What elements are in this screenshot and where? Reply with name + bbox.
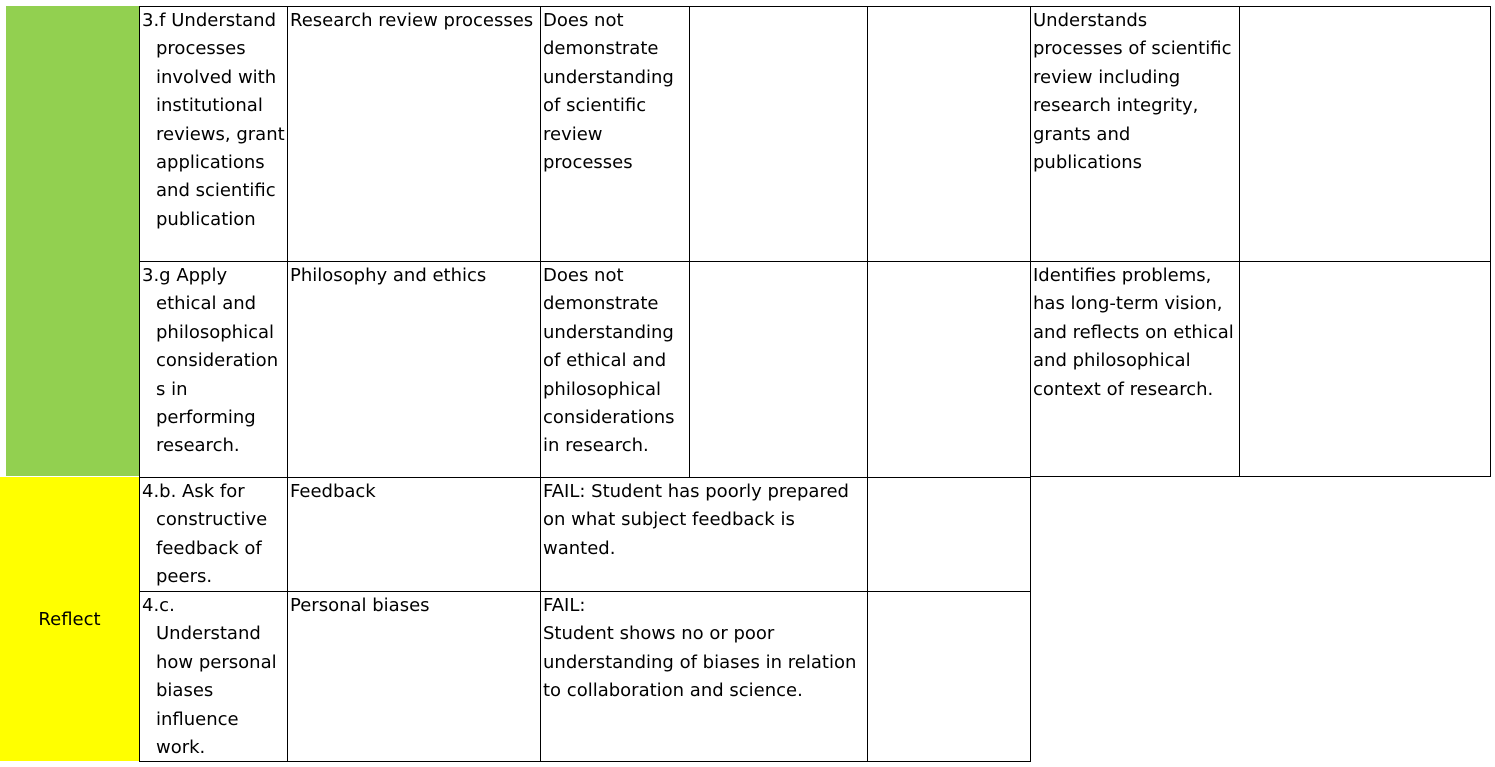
table-cell-empty <box>867 261 1031 478</box>
section-label-reflect: Reflect <box>38 609 101 630</box>
table-cell-topic: Philosophy and ethics <box>287 261 541 478</box>
fail-label: FAIL: <box>543 595 586 616</box>
table-cell-empty <box>867 591 1031 762</box>
table-cell-fail: Does not demonstrate understanding of ethical and philosophical considerations in research. <box>540 261 690 478</box>
table-cell-outcome: 3.f Understand processes involved with institutional reviews, grant applications and scientific publication <box>139 6 288 262</box>
table-cell-empty <box>689 6 868 262</box>
table-cell-outcome: 4.b. Ask for constructive feedback of peers. <box>139 477 288 592</box>
fail-text: Student shows no or poor understanding of biases in relation to collaboration and science. <box>543 623 857 702</box>
table-cell-empty <box>867 477 1031 592</box>
table-cell-empty <box>1239 6 1491 262</box>
table-cell-excellent: Identifies problems, has long-term vision, and reflects on ethical and philosophical context of research. <box>1030 261 1240 477</box>
table-cell-outcome: 4.c. Understand how personal biases influence work. <box>139 591 288 762</box>
table-cell-topic: Feedback <box>287 477 541 592</box>
table-cell-empty <box>867 6 1031 262</box>
section-band-green <box>6 6 139 476</box>
table-cell-outcome: 3.g Apply ethical and philosophical consideration s in performing research. <box>139 261 288 478</box>
table-cell-empty <box>689 261 868 478</box>
table-cell-empty <box>1239 261 1491 477</box>
table-cell-topic: Research review processes <box>287 6 541 262</box>
table-cell-fail: Does not demonstrate understanding of scientific review processes <box>540 6 690 262</box>
table-cell-fail: FAIL: Student has poorly prepared on what subject feedback is wanted. <box>540 477 868 592</box>
table-cell-excellent: Understands processes of scientific review including research integrity, grants and publications <box>1030 6 1240 262</box>
table-cell-topic: Personal biases <box>287 591 541 762</box>
table-cell-fail <box>540 591 868 762</box>
